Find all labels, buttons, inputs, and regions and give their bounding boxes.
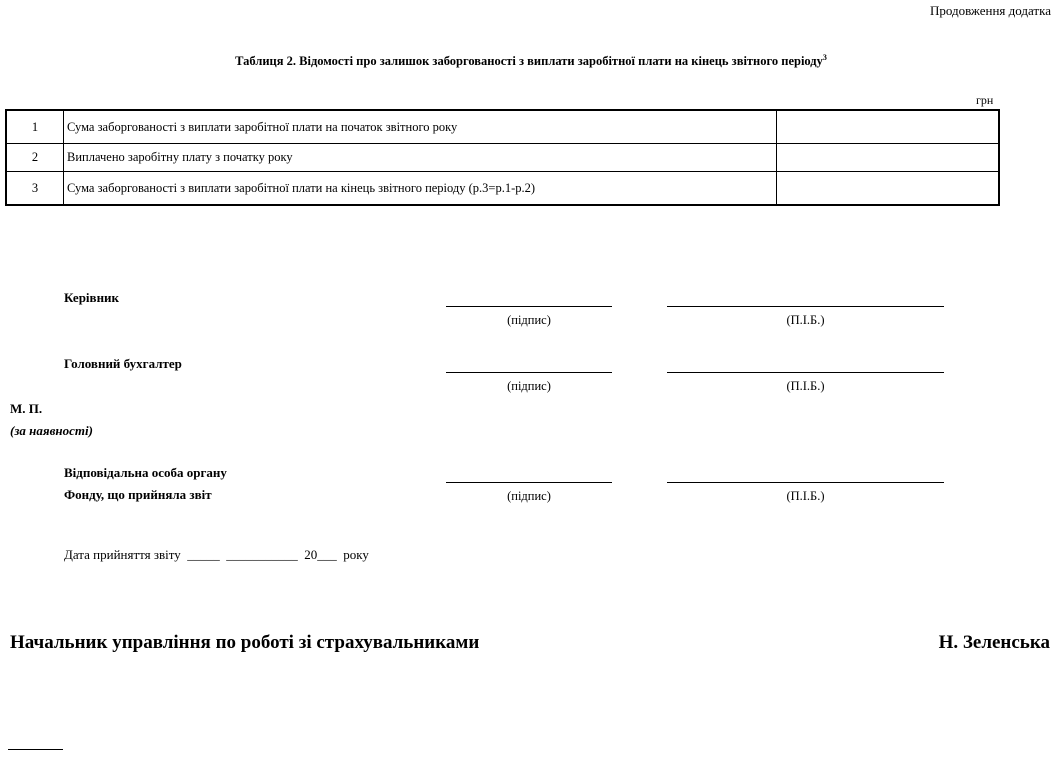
- currency-unit: грн: [976, 93, 994, 107]
- responsible-name-caption: (П.І.Б.): [786, 489, 825, 503]
- row-label: Сума заборгованості з виплати заробітної плати на початок звітного року: [64, 110, 777, 144]
- row-value-cell[interactable]: [777, 110, 1000, 144]
- continuation-note: Продовження додатка: [930, 3, 1051, 18]
- head-name-line[interactable]: [667, 306, 944, 307]
- accountant-signature-caption: (підпис): [507, 379, 551, 393]
- table-row: [6, 110, 999, 144]
- row-value-cell[interactable]: [777, 172, 1000, 206]
- footnote-mark: 3: [822, 53, 827, 62]
- row-number: 1: [6, 110, 64, 144]
- footer-position: Начальник управління по роботі зі страхувальниками: [10, 632, 480, 653]
- accountant-signature-line[interactable]: [446, 372, 612, 373]
- accountant-name-line[interactable]: [667, 372, 944, 373]
- accountant-name-caption: (П.І.Б.): [786, 379, 825, 393]
- acceptance-date[interactable]: Дата прийняття звіту _____ ___________ 20___ року: [64, 547, 369, 562]
- head-label: Керівник: [64, 290, 120, 305]
- responsible-label-line1: Відповідальна особа органу: [64, 465, 227, 480]
- table-title-text: Таблиця 2. Відомості про залишок заборгованості з виплати заробітної плати на кінець звітного періоду: [235, 54, 823, 69]
- row-value-cell[interactable]: [777, 144, 1000, 172]
- head-name-caption: (П.І.Б.): [786, 313, 825, 327]
- responsible-name-line[interactable]: [667, 482, 944, 483]
- table-row: [6, 172, 999, 206]
- responsible-signature-line[interactable]: [446, 482, 612, 483]
- footer-name: Н. Зеленська: [938, 632, 1050, 653]
- row-number: 3: [6, 172, 64, 206]
- footnote-rule: [8, 749, 63, 750]
- row-label: Сума заборгованості з виплати заробітної плати на кінець звітного періоду (р.3=р.1-р.2): [64, 172, 777, 206]
- arrears-table: [5, 109, 1000, 206]
- table-title: [0, 53, 1057, 69]
- accountant-label: Головний бухгалтер: [64, 356, 182, 371]
- head-signature-line[interactable]: [446, 306, 612, 307]
- stamp-label: М. П.: [10, 401, 43, 416]
- row-label: Виплачено заробітну плату з початку року: [64, 144, 777, 172]
- head-signature-caption: (підпис): [507, 313, 551, 327]
- row-number: 2: [6, 144, 64, 172]
- responsible-label-line2: Фонду, що прийняла звіт: [64, 487, 212, 502]
- responsible-signature-caption: (підпис): [507, 489, 551, 503]
- table-row: [6, 144, 999, 172]
- stamp-note: (за наявності): [10, 423, 93, 438]
